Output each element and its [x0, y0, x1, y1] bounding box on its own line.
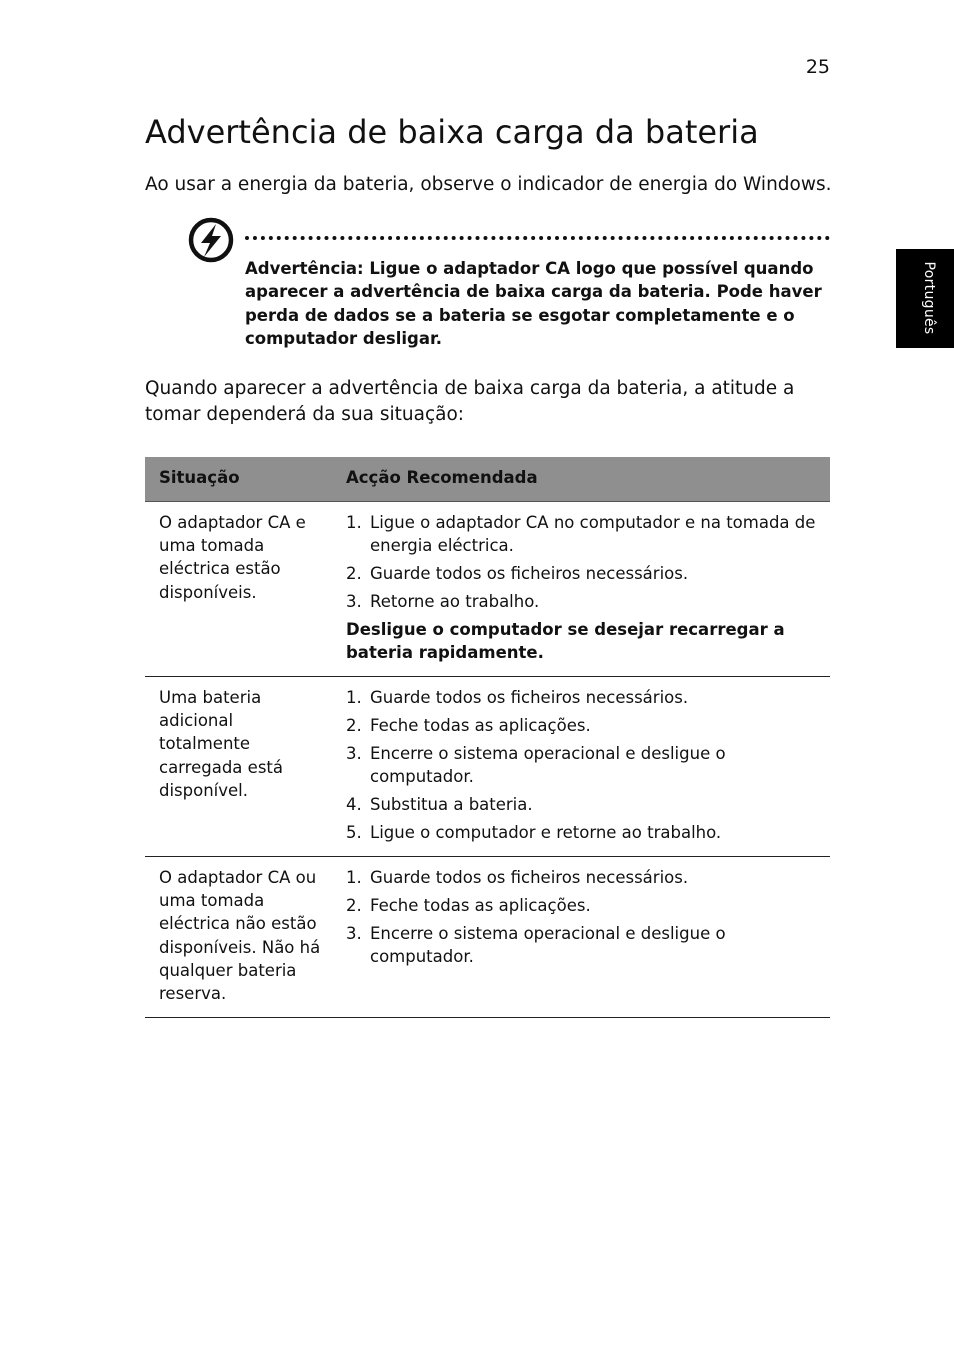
list-item — [346, 866, 826, 889]
list-text: Guarde todos os ficheiros necessários. — [370, 868, 689, 887]
list-number: 1. — [346, 688, 362, 707]
list-number: 3. — [346, 592, 362, 612]
situation-cell: O adaptador CA e uma tomada eléctrica estão disponíveis. — [159, 513, 306, 602]
list-item — [346, 511, 826, 557]
situation-cell: O adaptador CA ou uma tomada eléctrica não estão disponíveis. Não há qualquer bateria reserva. — [159, 868, 321, 1004]
language-side-tab-label: Português — [921, 261, 937, 335]
list-text: Substitua a bateria. — [370, 795, 533, 815]
table-row — [145, 502, 830, 677]
list-item — [346, 742, 826, 788]
table-row — [145, 677, 830, 857]
list-number: 3. — [346, 744, 362, 763]
situation-table — [145, 457, 830, 1018]
list-number: 5. — [346, 823, 362, 843]
page-number: 25 — [805, 56, 830, 78]
list-item — [346, 894, 826, 917]
action-cell — [346, 511, 826, 665]
list-text: Guarde todos os ficheiros necessários. — [370, 688, 689, 707]
list-text: Ligue o adaptador CA no computador e na tomada de energia eléctrica. — [370, 513, 816, 556]
list-text: Encerre o sistema operacional e desligue o computador. — [370, 744, 726, 787]
list-text: Retorne ao trabalho. — [370, 592, 540, 612]
warning-lightning-icon — [187, 216, 235, 264]
action-cell — [346, 686, 826, 849]
list-text: Feche todas as aplicações. — [370, 716, 591, 735]
list-item — [346, 821, 826, 844]
list-item — [346, 714, 826, 737]
list-item — [346, 562, 826, 585]
header-action: Acção Recomendada — [346, 468, 538, 487]
list-item — [346, 686, 826, 709]
warning-divider — [245, 236, 830, 240]
list-number: 1. — [346, 513, 362, 532]
warning-text: Advertência: Ligue o adaptador CA logo que possível quando aparecer a advertência de baixa carga da bateria. Pode haver perda de dados se a bateria se esgotar completamente e o computador desligar. — [245, 259, 822, 348]
table-row — [145, 857, 830, 1018]
table-header — [145, 457, 830, 502]
action-cell — [346, 866, 826, 973]
list-number: 3. — [346, 924, 362, 943]
list-item — [346, 922, 826, 968]
page-title: Advertência de baixa carga da bateria — [145, 113, 759, 151]
situation-cell: Uma bateria adicional totalmente carregada está disponível. — [159, 688, 283, 800]
list-text: Ligue o computador e retorne ao trabalho. — [370, 823, 722, 843]
list-number: 2. — [346, 896, 362, 915]
list-text: Encerre o sistema operacional e desligue o computador. — [370, 924, 726, 967]
action-note: Desligue o computador se desejar recarregar a bateria rapidamente. — [346, 620, 785, 663]
list-item — [346, 793, 826, 816]
list-number: 2. — [346, 716, 362, 735]
list-number: 1. — [346, 868, 362, 887]
list-item — [346, 590, 826, 613]
list-text: Feche todas as aplicações. — [370, 896, 591, 915]
header-situation: Situação — [159, 468, 240, 487]
intro-text: Ao usar a energia da bateria, observe o indicador de energia do Windows. — [145, 174, 832, 195]
list-text: Guarde todos os ficheiros necessários. — [370, 564, 689, 584]
situation-paragraph: Quando aparecer a advertência de baixa carga da bateria, a atitude a tomar dependerá da sua situação: — [145, 378, 795, 425]
list-number: 4. — [346, 795, 362, 815]
list-number: 2. — [346, 564, 362, 584]
